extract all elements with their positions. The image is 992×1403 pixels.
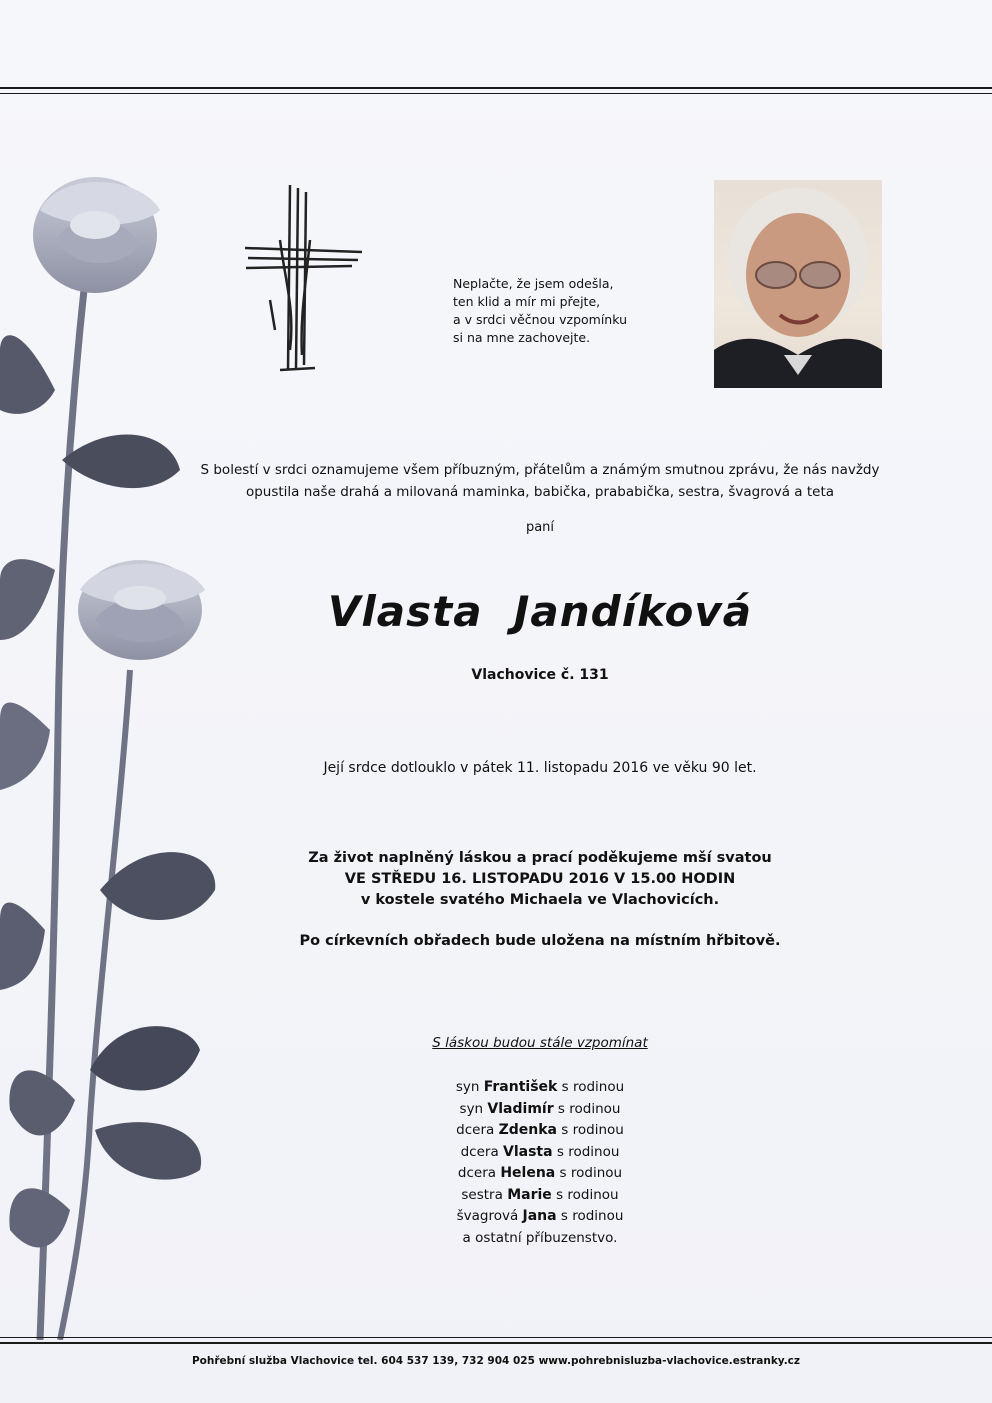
funeral-info — [180, 848, 900, 911]
remember-heading: S láskou budou stále vzpomínat — [432, 1035, 648, 1051]
announcement-line: opustila naše drahá a milovaná maminka, babička, prababička, sestra, švagrová a teta — [245, 484, 835, 500]
footer-contact: Pohřební služba Vlachovice tel. 604 537 139, 732 904 025 www.pohrebnisluzba-vlachovice.estranky.cz — [191, 1355, 801, 1367]
top-rule — [0, 87, 992, 89]
poem-line: a v srdci věčnou vzpomínku — [453, 312, 628, 327]
mourner-row: sestra Marie s rodinou — [461, 1186, 619, 1203]
mourner-row: dcera Vlasta s rodinou — [460, 1143, 620, 1160]
mourner-row: syn Vladimír s rodinou — [459, 1100, 621, 1117]
mourners-closing: a ostatní příbuzenstvo. — [462, 1229, 618, 1246]
bottom-rule-thin — [0, 1337, 992, 1338]
burial-info: Po církevních obřadech bude uložena na místním hřbitově. — [299, 933, 781, 949]
announcement — [180, 459, 900, 503]
mourner-row: syn František s rodinou — [455, 1079, 625, 1095]
poem-line: si na mne zachovejte. — [453, 330, 591, 345]
portrait-photo — [714, 180, 882, 388]
title-word: paní — [525, 520, 555, 535]
mourner-row: švagrová Jana s rodinou — [456, 1208, 624, 1224]
poem-line: ten klid a mír mi přejte, — [453, 294, 601, 309]
funeral-line: v kostele svatého Michaela ve Vlachovicích. — [360, 892, 720, 908]
bottom-rule — [0, 1342, 992, 1344]
death-notice: Její srdce dotlouklo v pátek 11. listopadu 2016 ve věku 90 let. — [323, 760, 757, 776]
mourners-list — [180, 1077, 900, 1249]
top-rule-thin — [0, 93, 992, 94]
deceased-address: Vlachovice č. 131 — [471, 667, 609, 683]
poem-line: Neplačte, že jsem odešla, — [453, 276, 614, 291]
funeral-line: VE STŘEDU 16. LISTOPADU 2016 V 15.00 HODIN — [344, 871, 736, 887]
funeral-line: Za život naplněný láskou a prací poděkujeme mší svatou — [308, 850, 772, 866]
announcement-line: S bolestí v srdci oznamujeme všem příbuzným, přátelům a známým smutnou zprávu, že nás navždy — [200, 462, 880, 478]
mourner-row: dcera Zdenka s rodinou — [456, 1122, 624, 1138]
mourner-row: dcera Helena s rodinou — [457, 1165, 623, 1181]
poem — [453, 275, 683, 347]
rose-top — [33, 177, 160, 293]
deceased-name: Vlasta Jandíková — [327, 587, 753, 636]
crucifix-icon — [240, 180, 370, 375]
